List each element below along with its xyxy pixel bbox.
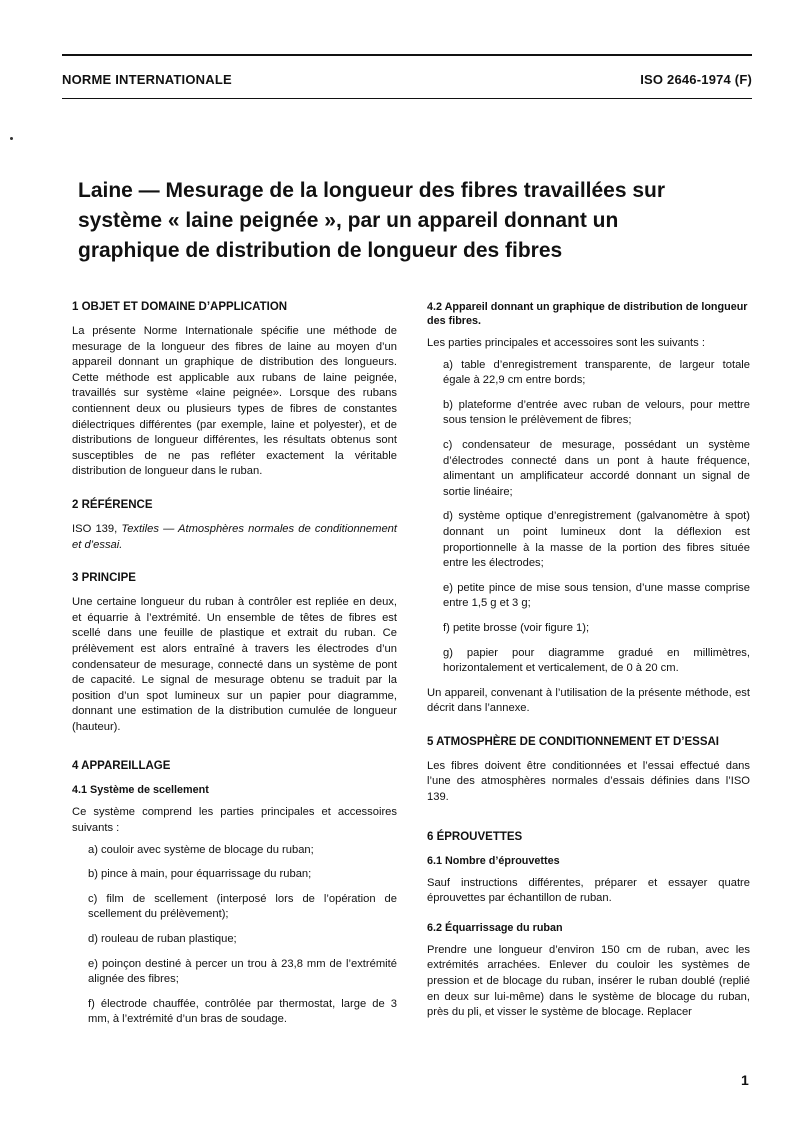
page-header: [62, 72, 752, 87]
list-item: f) électrode chauffée, contrôlée par thermostat, large de 3 mm, à l’extrémité d’un bras de soudage.: [88, 997, 397, 1026]
section-2: [72, 498, 397, 553]
section-3-heading: 3 PRINCIPE: [72, 572, 136, 585]
section-1: [72, 300, 397, 480]
list-item: f) petite brosse (voir figure 1);: [443, 621, 590, 634]
list-item: c) condensateur de mesurage, possédant un système d’électrodes connecté dans un pont à haute fréquence, alimentant un amplificateur accordé donnant un signal de sortie linéaire;: [443, 438, 750, 498]
list-item: e) petite pince de mise sous tension, d’une masse comprise entre 1,5 g et 3 g;: [443, 581, 750, 610]
list-item: e) poinçon destiné à percer un trou à 23,8 mm de l’extrémité alignée des fibres;: [88, 957, 397, 986]
document-title: Laine — Mesurage de la longueur des fibres travaillées sur système « laine peignée », par un appareil donnant un graphique de distribution de longueur des fibres: [78, 179, 666, 262]
margin-dot: [10, 137, 13, 140]
section-5-heading: 5 ATMOSPHÈRE DE CONDITIONNEMENT ET D’ESSAI: [427, 735, 719, 748]
list-item: d) rouleau de ruban plastique;: [88, 933, 237, 946]
section-4-heading: 4 APPAREILLAGE: [72, 760, 171, 773]
section-4-2: [427, 300, 750, 717]
section-3: [72, 571, 397, 735]
section-3-text: Une certaine longueur du ruban à contrôler est repliée en deux, et équarrie à l’extrémité. Un ensemble de têtes de fibres est scellé dans une feuille de plastique et extrait du ruban. Ce prélèvement est alors entraîné à travers les électrodes d’un condensateur de mesurage, connecté dans un système de pont de capacité. Le signal de mesurage obtenu se traduit par la position d’un spot lumineux sur un papier pour diagramme, donnant une estimation de la distribution cumulée de longueur (hauteur).: [72, 596, 397, 733]
section-2-text: [72, 522, 397, 553]
list-item: c) film de scellement (interposé lors de l’opération de scellement du prélèvement);: [88, 892, 397, 921]
section-1-text: La présente Norme Internationale spécifie une méthode de mesurage de la longueur des fibres de laine au moyen d’un appareil donnant un graphique de distribution des longueurs. Cette méthode est applicable aux rubans de laine peignée, travaillés sur système «laine peignée». Lorsque des rubans contiennent deux ou plusieurs types de fibres de constantes diélectriques différentes (par exemple, laine et polyester), et de distributions de longueur différentes, les résultats obtenus sont susceptibles de ne pas refléter exactement la véritable distribution de longueur dans le ruban.: [72, 325, 397, 478]
section-4-2-outro: Un appareil, convenant à l’utilisation de la présente méthode, est décrit dans l’annexe.: [427, 686, 750, 715]
section-6-1-heading: 6.1 Nombre d’éprouvettes: [427, 854, 560, 867]
reference-number: ISO 139,: [72, 522, 122, 535]
section-1-heading: 1 OBJET ET DOMAINE D’APPLICATION: [72, 301, 288, 313]
section-4-2-list: [427, 358, 750, 677]
list-item: a) couloir avec système de blocage du ruban;: [88, 843, 314, 856]
section-4-1-heading: 4.1 Système de scellement: [72, 784, 209, 797]
section-4-1-list: [72, 843, 397, 1028]
header-rule: [62, 98, 752, 99]
list-item: a) table d’enregistrement transparente, de largeur totale égale à 22,9 cm entre bords;: [443, 358, 750, 387]
right-column: [427, 300, 750, 1027]
section-2-heading: 2 RÉFÉRENCE: [72, 498, 153, 511]
top-rule: [62, 54, 752, 56]
section-6-2-heading: 6.2 Équarrissage du ruban: [427, 921, 563, 934]
section-4-2-intro: Les parties principales et accessoires sont les suivants :: [427, 337, 705, 349]
section-6: [427, 830, 750, 1021]
section-5: [427, 735, 750, 806]
section-4-1-intro: Ce système comprend les parties principales et accessoires suivants :: [72, 806, 397, 835]
section-4: [72, 759, 397, 1028]
header-standard-number: ISO 2646-1974 (F): [640, 72, 752, 87]
list-item: d) système optique d’enregistrement (galvanomètre à spot) donnant un point lumineux dont la déflexion est proportionnelle à la masse de la portion des fibres située entre les électrodes;: [443, 510, 750, 570]
list-item: g) papier pour diagramme gradué en millimètres, horizontalement et verticalement, de 0 à 20 cm.: [443, 646, 750, 675]
section-6-1-text: Sauf instructions différentes, préparer et essayer quatre éprouvettes par échantillon de ruban.: [427, 876, 750, 905]
left-column: [72, 300, 397, 1037]
list-item: b) plateforme d’entrée avec ruban de velours, pour mettre sous tension le prélèvement de fibres;: [443, 398, 750, 427]
list-item: b) pince à main, pour équarrissage du ruban;: [88, 868, 312, 881]
header-standard-type: NORME INTERNATIONALE: [62, 72, 232, 87]
reference-title: Textiles — Atmosphères normales de conditionnement et d’essai.: [72, 522, 397, 551]
section-5-text: Les fibres doivent être conditionnées et l’essai effectué dans l’une des atmosphères normales d’essais définies dans l’ISO 139.: [427, 759, 750, 804]
section-6-heading: 6 ÉPROUVETTES: [427, 830, 523, 843]
section-4-2-heading: 4.2 Appareil donnant un graphique de distribution de longueur des fibres.: [427, 301, 748, 327]
section-6-2-text: Prendre une longueur d’environ 150 cm de ruban, avec les extrémités arrachées. Enlever du couloir les systèmes de pression et de blocage du ruban, insérer le ruban doublé (replié en deux sur lui-même) dans le système de blocage du ruban, près du pli, et visser le système de blocage. Replacer: [427, 943, 750, 1019]
page-number: 1: [741, 1072, 749, 1088]
